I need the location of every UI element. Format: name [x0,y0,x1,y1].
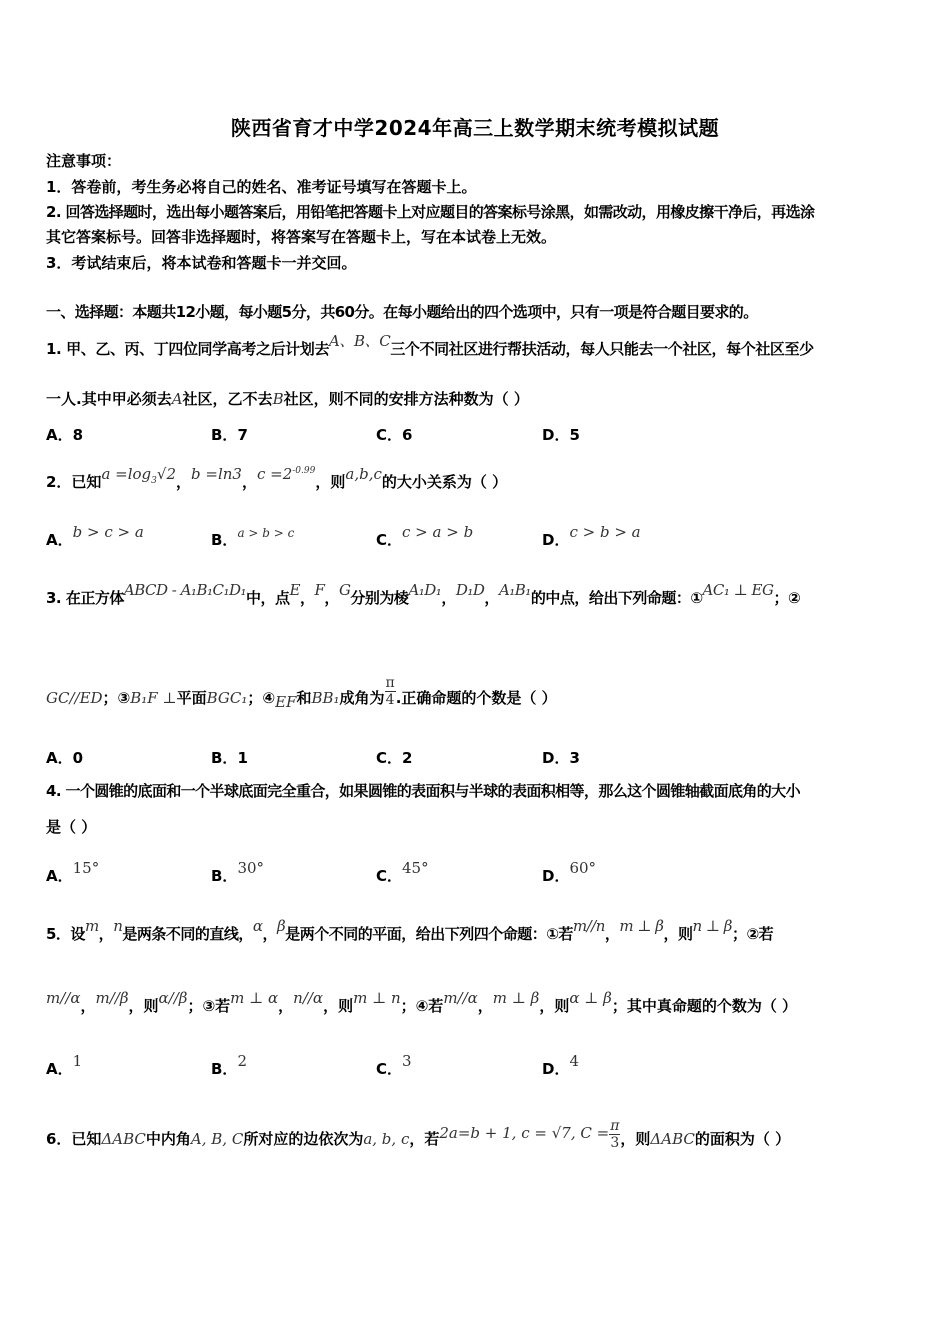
q5-text-a: 5．设 [46,925,85,943]
q3-text-k: .正确命题的个数是（ ） [395,689,557,707]
q2-math-a [101,465,176,486]
q1-option-c-label: C． [376,426,403,444]
q4-option-a[interactable] [46,859,100,886]
q2-option-d[interactable] [542,523,641,550]
q5-option-d-value: 4 [569,1052,579,1070]
notes-item-1: 1．答卷前，考生务必将自己的姓名、准考证号填写在答题卡上。 [46,178,477,196]
q2-math-c [257,465,315,483]
q3-math-cube: ABCD - A₁B₁C₁D₁ [123,581,247,599]
q3-sep-4: ， [484,589,499,607]
question-5-line-1 [46,917,908,944]
q2-option-c[interactable] [376,523,474,550]
q2-math-abc: a,b,c [345,465,382,483]
q5-math-n: n [113,917,123,935]
q3-sep-2: ， [324,589,339,607]
q5-text-g: ；③若 [187,997,231,1015]
q3-text-f: ；③ [102,689,131,707]
q2-option-b-label: B． [211,531,238,549]
q2-option-d-label: D． [542,531,570,549]
q3-option-c-value: 2 [402,749,413,767]
q5-text-k: ；其中真命题的个数为（ ） [611,997,798,1015]
q3-math-a1b1: A₁B₁ [498,581,531,599]
q3-math-d1d: D₁D [455,581,485,599]
q4-option-c[interactable] [376,859,429,886]
q3-option-b-label: B． [211,749,238,767]
q5-math-3a: m ⊥ α [230,989,279,1007]
q6-text-c: 所对应的边依次为 [243,1130,364,1148]
notes-item-4: 3．考试结束后，将本试卷和答题卡一并交回。 [46,254,357,272]
q3-text-c: 分别为棱 [350,589,409,607]
q4-option-d-label: D． [542,867,570,885]
q2-sep-2: ， [241,473,257,491]
q5-math-2b: m//β [95,989,129,1007]
q5-sep-5: ， [278,997,294,1015]
q6-math-sides: a, b, c [363,1130,410,1148]
q5-math-2c: α//β [158,989,188,1007]
q1-option-d-value: 5 [569,426,580,444]
q3-option-d[interactable] [542,747,580,768]
q4-option-b-label: B． [211,867,238,885]
q5-math-4b: m ⊥ β [492,989,540,1007]
q5-sep-6: ， [477,997,493,1015]
q2-option-a-value: b > c > a [72,523,144,541]
section-heading: 一、选择题：本题共12小题，每小题5分，共60分。在每小题给出的四个选项中，只有一项是符合题目要求的。 [46,303,758,321]
q2-math-c-base: c =2 [256,465,293,483]
q5-option-d-label: D． [542,1060,570,1078]
q1-option-a[interactable] [46,424,83,445]
q4-option-b[interactable] [211,859,265,886]
page-title: 陕西省育才中学2024年高三上数学期末统考模拟试题 [230,116,720,140]
q2-option-a-label: A． [46,531,73,549]
q5-option-a-value: 1 [72,1052,83,1070]
q3-text-b: 中，点 [246,589,290,607]
q5-math-4a: m//α [443,989,478,1007]
q1-option-b-value: 7 [237,426,248,444]
q2-option-b[interactable] [211,526,295,550]
q1-math-abc: A、B、C [328,332,391,350]
question-1-line-1 [46,332,908,359]
q3-option-b[interactable] [211,747,248,768]
q3-option-c[interactable] [376,747,412,768]
q6-math-triangle-2: ΔABC [650,1130,695,1148]
q3-text-e: ；② [773,589,801,607]
q5-math-2a: m//α [46,989,81,1007]
q5-math-1b: m ⊥ β [619,917,664,935]
q3-math-e: E [289,581,300,599]
q6-text-d: ，若 [409,1130,440,1148]
q3-math-g: G [338,581,351,599]
q4-option-d-value: 60° [569,859,597,877]
q5-option-a[interactable] [46,1052,83,1079]
q2-math-a-log: a =log [101,465,152,483]
q5-option-d[interactable] [542,1052,579,1079]
q6-fraction-num: π [610,1118,620,1134]
q2-option-c-value: c > a > b [402,523,474,541]
q5-text-f: ，则 [128,997,159,1015]
question-3-line-1 [46,581,908,608]
q2-sep-1: ， [176,473,192,491]
question-3-line-2 [46,675,908,711]
q1-option-c-value: 6 [402,426,413,444]
q4-option-b-value: 30° [237,859,265,877]
q2-text-a: 2．已知 [46,473,102,491]
q3-text-i: 和 [296,689,312,707]
q1-option-c[interactable] [376,424,412,445]
q3-text-a: 3. 在正方体 [46,589,124,607]
q1-text-d: 社区，乙不去 [182,390,273,408]
q3-fraction [385,675,396,708]
q5-option-c[interactable] [376,1052,412,1079]
q3-math-a1d1: A₁D₁ [408,581,442,599]
q5-option-b-label: B． [211,1060,238,1078]
q3-math-prop1: AC₁ ⊥ EG [702,581,774,599]
question-6 [46,1118,908,1151]
q3-option-c-label: C． [376,749,403,767]
q6-math-condition: 2a=b + 1, c = √7, C = [439,1124,610,1142]
notes-heading: 注意事项： [46,152,122,170]
q2-math-c-exp: -0.99 [292,466,316,476]
q1-option-b[interactable] [211,424,248,445]
q1-math-b: B [272,390,284,408]
q4-option-c-label: C． [376,867,403,885]
q5-math-3c: m ⊥ n [353,989,401,1007]
q3-math-bb1: BB₁ [311,689,340,707]
q5-option-b-value: 2 [237,1052,247,1070]
q2-option-c-label: C． [376,531,403,549]
q6-math-angles: A, B, C [190,1130,244,1148]
q2-math-a-base: 3 [151,476,157,486]
q3-text-g: 平面 [176,689,207,707]
q1-option-d-label: D． [542,426,570,444]
q5-math-4c: α ⊥ β [569,989,612,1007]
q5-option-c-label: C． [376,1060,403,1078]
q1-option-a-label: A． [46,426,73,444]
q3-math-prop3: B₁F ⊥ [130,689,177,707]
q3-fraction-den: 4 [385,692,395,708]
q3-math-ef: EF [275,693,297,711]
q1-text-a: 1. 甲、乙、丙、丁四位同学高考之后计划去 [46,340,329,358]
q6-math-triangle: ΔABC [101,1130,146,1148]
q6-text-f: 的面积为（ ） [694,1130,791,1148]
q4-option-c-value: 45° [402,859,429,877]
q1-option-d[interactable] [542,424,580,445]
q3-math-f: F [314,581,325,599]
q5-text-i: ；④若 [400,997,444,1015]
q6-text-a: 6．已知 [46,1130,102,1148]
q3-option-a[interactable] [46,747,83,768]
question-4-line-2: 是（ ） [46,818,97,836]
notes-item-3: 其它答案标号。回答非选择题时，将答案写在答题卡上，写在本试卷上无效。 [46,228,557,246]
q4-option-a-label: A． [46,867,73,885]
q5-sep-2: ， [262,925,278,943]
q3-option-a-value: 0 [72,749,84,767]
q3-option-a-label: A． [46,749,73,767]
q5-text-d: ，则 [663,925,693,943]
q6-text-b: 中内角 [145,1130,191,1148]
q5-text-e: ；②若 [731,925,774,943]
q3-math-plane: BGC₁ [206,689,248,707]
q1-math-a: A [171,390,183,408]
q6-fraction-den: 3 [610,1135,620,1151]
q3-option-b-value: 1 [237,749,248,767]
q5-math-beta: β [277,917,286,935]
q5-math-1a: m//n [572,917,605,935]
q2-sep-3: ，则 [315,473,346,491]
q5-math-1c: n ⊥ β [692,917,732,935]
q3-sep-3: ， [441,589,456,607]
q1-option-b-label: B． [211,426,238,444]
q5-math-alpha: α [252,917,263,935]
question-4-line-1: 4. 一个圆锥的底面和一个半球底面完全重合，如果圆锥的表面积与半球的表面积相等，那么这个圆锥轴截面底角的大小 [46,782,800,800]
q3-sep-1: ， [299,589,315,607]
question-5-line-2 [46,989,908,1016]
q3-option-d-value: 3 [569,749,580,767]
q2-option-d-value: c > b > a [569,523,641,541]
q5-text-b: 是两条不同的直线， [122,925,253,943]
q6-text-e: ，则 [620,1130,651,1148]
q5-text-j: ，则 [539,997,570,1015]
q1-text-e: 社区，则不同的安排方法种数为（ ） [283,390,529,408]
q5-math-m: m [84,917,99,935]
q2-math-b: b =ln3 [191,465,242,483]
q1-option-a-value: 8 [72,426,84,444]
q5-sep-3: ， [604,925,620,943]
q1-text-c: 一人.其中甲必须去 [46,390,172,408]
q4-option-d[interactable] [542,859,597,886]
q2-math-a-sqrt: √2 [156,465,176,483]
q5-text-h: ，则 [323,997,354,1015]
q3-option-d-label: D． [542,749,570,767]
q5-option-b[interactable] [211,1052,247,1079]
q2-option-b-value: a > b > c [237,526,295,540]
q5-text-c: 是两个不同的平面，给出下列四个命题：①若 [285,925,573,943]
q2-option-a[interactable] [46,523,144,550]
q3-text-h: ；④ [247,689,276,707]
q3-text-j: 成角为 [339,689,385,707]
q5-option-a-label: A． [46,1060,73,1078]
q2-text-b: 的大小关系为（ ） [381,473,508,491]
q5-sep-1: ， [98,925,114,943]
notes-item-2: 2. 回答选择题时，选出每小题答案后，用铅笔把答题卡上对应题目的答案标号涂黑，如需改动，用橡皮擦干净后，再选涂 [46,203,815,221]
q3-fraction-num: π [385,675,395,691]
question-2 [46,465,908,499]
question-1-line-2 [46,389,908,409]
q5-math-3b: n//α [293,989,324,1007]
q4-option-a-value: 15° [72,859,100,877]
q1-text-b: 三个不同社区进行帮扶活动，每人只能去一个社区，每个社区至少 [390,340,814,358]
q3-math-prop2: GC//ED [46,689,103,707]
q5-option-c-value: 3 [402,1052,412,1070]
q6-fraction [609,1118,620,1151]
q5-sep-4: ， [80,997,96,1015]
q3-text-d: 的中点，给出下列命题：① [530,589,703,607]
